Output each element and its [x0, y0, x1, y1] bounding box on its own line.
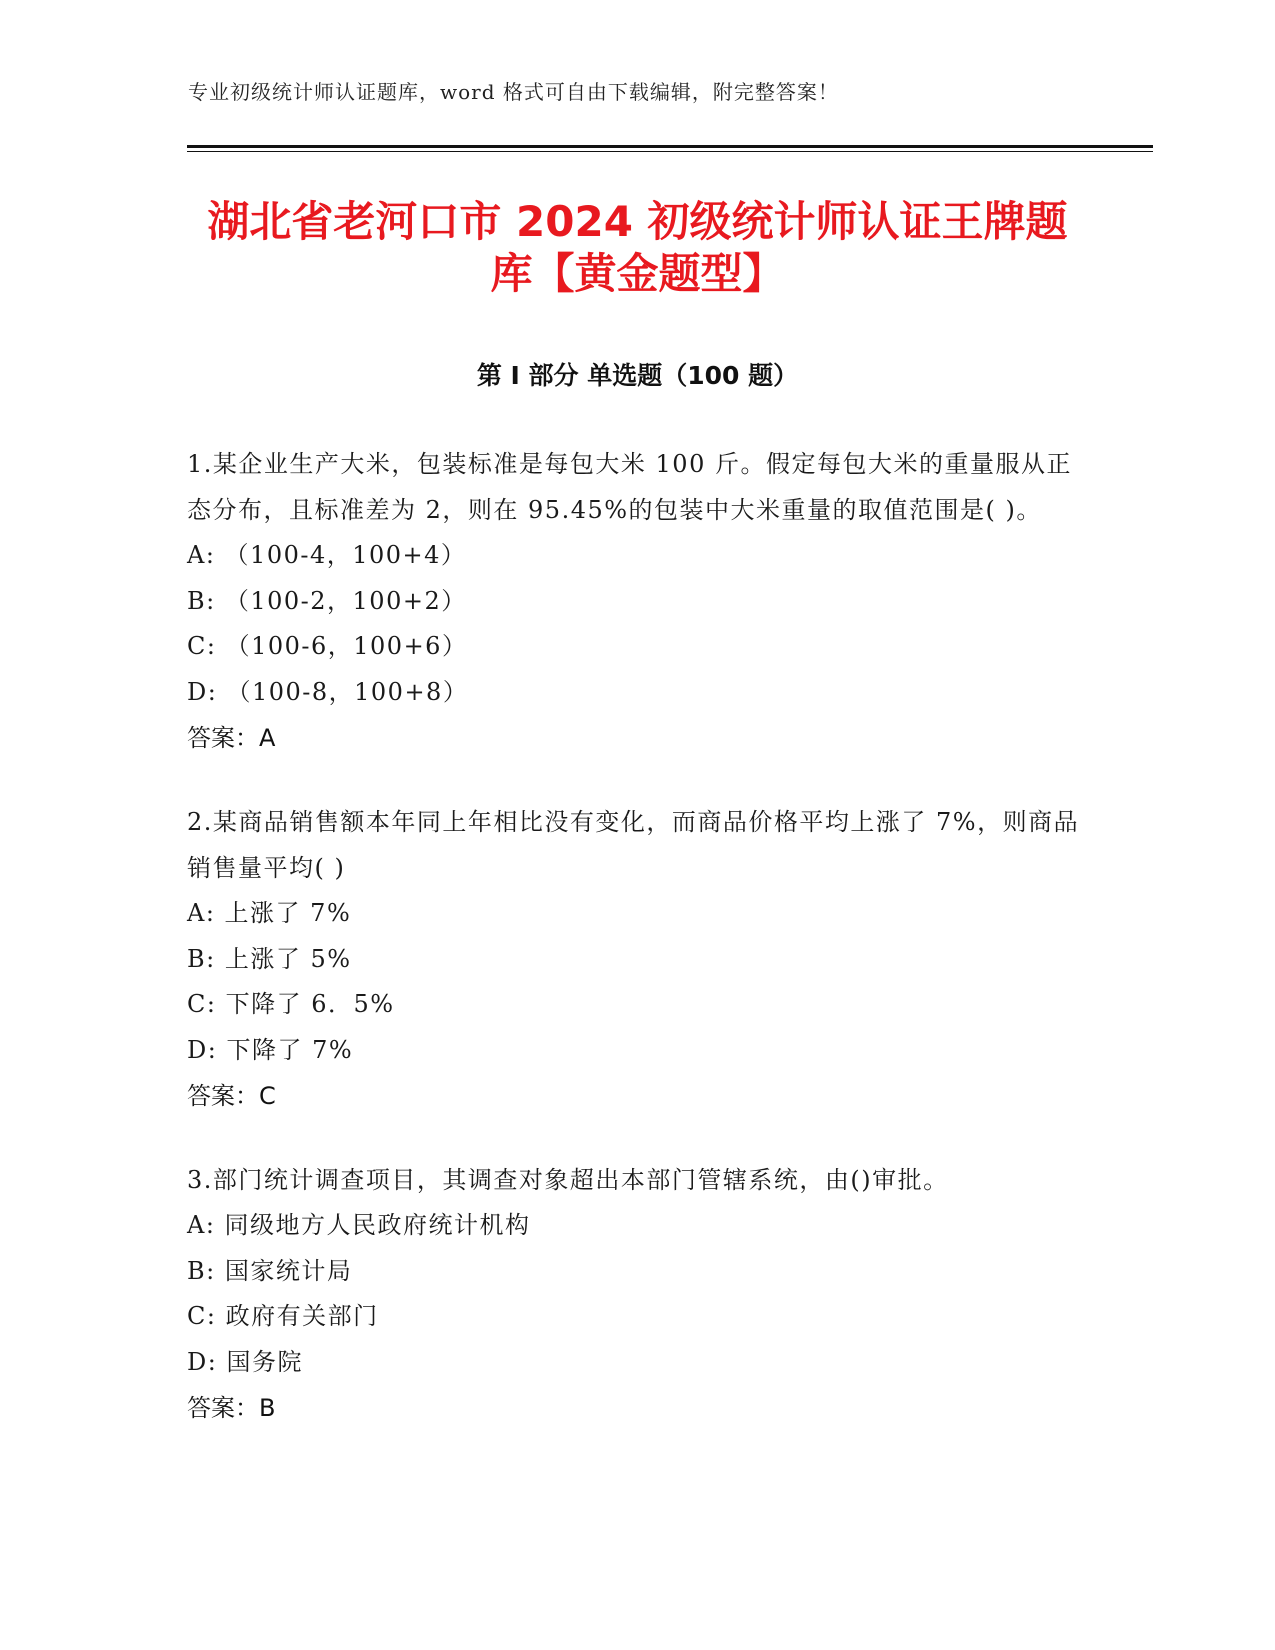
- question-2: [187, 799, 1087, 1119]
- question-stem: 1.某企业生产大米，包装标准是每包大米 100 斤。假定每包大米的重量服从正态分布，且标准差为 2，则在 95.45%的包装中大米重量的取值范围是( )。: [187, 450, 1072, 524]
- question-option-c: C: （100-6，100+6）: [187, 632, 468, 660]
- question-stem: 2.某商品销售额本年同上年相比没有变化，而商品价格平均上涨了 7%，则商品销售量平均( ): [187, 808, 1080, 882]
- question-option-d: D: （100-8，100+8）: [187, 677, 469, 706]
- question-option-b: B: 上涨了 5%: [187, 944, 352, 973]
- header-note: 专业初级统计师认证题库，word 格式可自由下载编辑，附完整答案！: [188, 80, 839, 104]
- question-option-a: A: 同级地方人民政府统计机构: [187, 1211, 531, 1239]
- question-option-c: C: 下降了 6．5%: [187, 990, 395, 1018]
- question-3: [187, 1157, 1087, 1431]
- question-answer: 答案：C: [187, 1082, 276, 1110]
- question-option-b: B: （100-2，100+2）: [187, 586, 467, 615]
- header-rule-thick: [187, 145, 1153, 148]
- question-option-c: C: 政府有关部门: [187, 1302, 379, 1330]
- document-title: [150, 196, 1125, 300]
- question-list: [187, 441, 1087, 1469]
- question-1: [187, 441, 1087, 761]
- header-rule-thin: [187, 151, 1153, 152]
- question-option-d: D: 下降了 7%: [187, 1035, 354, 1064]
- section-heading: 第 I 部分 单选题（100 题）: [476, 361, 799, 390]
- question-option-a: A: 上涨了 7%: [187, 899, 352, 927]
- document-title-line-1: 湖北省老河口市 2024 初级统计师认证王牌题: [207, 197, 1068, 246]
- question-option-b: B: 国家统计局: [187, 1256, 353, 1285]
- document-title-line-2: 库【黄金题型】: [490, 249, 785, 298]
- question-option-a: A: （100-4，100+4）: [187, 541, 467, 569]
- question-stem: 3.部门统计调查项目，其调查对象超出本部门管辖系统，由()审批。: [187, 1166, 949, 1194]
- question-answer: 答案：B: [187, 1394, 276, 1422]
- question-answer: 答案：A: [187, 724, 276, 752]
- question-option-d: D: 国务院: [187, 1347, 303, 1376]
